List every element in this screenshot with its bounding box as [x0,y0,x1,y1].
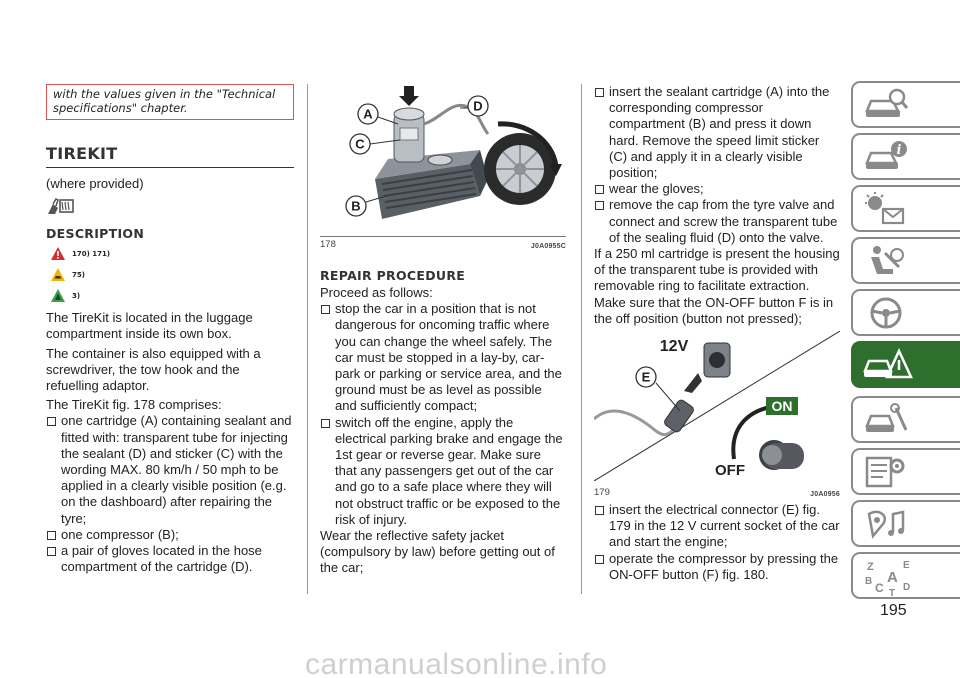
seat-airbag-icon [863,243,909,279]
svg-text:D: D [903,582,911,593]
list-item: wear the gloves; [594,181,840,197]
bullet-box-icon [321,305,330,314]
column-2 [320,84,566,577]
bullet-box-icon [595,555,604,564]
warning-triangle-red-icon [50,246,66,261]
bullet-box-icon [595,185,604,194]
maintenance-tab[interactable] [851,396,960,443]
figure-code: J0A0955C [530,243,566,250]
warning-lights-tab[interactable] [851,185,960,232]
intro-text: Proceed as follows: [320,285,433,300]
steering-wheel-icon [863,295,909,331]
emergency-tab[interactable] [851,341,960,388]
car-info-icon [863,139,909,175]
svg-text:E: E [903,560,910,571]
label-e: E [641,369,651,385]
paragraph: If a 250 ml cartridge is present the housing of the transparent tube is provided with removable ring to facilitate extraction. Make sure that the ON-OFF button F is in the off position (button not pressed); [594,246,840,326]
column-3 [594,84,840,583]
list-item: insert the electrical connector (E) fig. 179 in the 12 V current socket of the car and start the engine; [594,502,840,551]
instruments-tab[interactable] [851,133,960,180]
caution-triangle-yellow-icon [50,267,66,282]
label-12v: 12V [659,338,689,356]
car-warning-icon [863,347,913,383]
svg-text:B: B [865,576,873,587]
bullet-box-icon [595,201,604,210]
column-divider [581,84,582,594]
knowing-your-car-tab[interactable] [851,81,960,128]
figure-179 [594,331,840,498]
paragraph: The TireKit is located in the luggage compartment inside its own box. [46,310,253,342]
label-c: C [355,136,365,152]
caution-row [50,264,294,285]
note-box [46,84,294,120]
warning-refs-text: 170) 171) [72,249,111,258]
svg-text:i: i [896,143,902,158]
list-item: one cartridge (A) containing sealant and fitted with: transparent tube for injecting the sealant (D) and sticker (C) with the wording MAX. 80 km/h / 50 mph to be applied in a clearly visible position (e.g. on the dashboard) after repairing the tyre; [46,413,294,526]
figure-number: 178 [320,239,336,250]
warning-refs [46,243,294,306]
bullet-box-icon [47,417,56,426]
repair-heading: REPAIR PROCEDURE [320,268,466,283]
list-item: stop the car in a position that is not dangerous for oncoming traffic where you can change the wheel safely. The car must be stopped in a lay-by, car-park or parking or service area, and the ground must be as level as possible and sufficiently compact; [320,301,566,414]
alphabet-index-icon [863,558,913,596]
multimedia-tab[interactable] [851,500,960,547]
figure-178 [320,84,566,250]
paragraph: The TireKit fig. 178 comprises: [46,397,222,413]
list-item: one compressor (B); [46,527,294,543]
bullet-box-icon [47,547,56,556]
caution-refs-text: 75) [72,270,85,279]
tirekit-illustration [320,84,566,232]
svg-text:C: C [875,581,884,595]
sealant-kit-icon [46,196,76,218]
list-item: remove the cap from the tyre valve and connect and screw the transparent tube of the sealing fluid (D) onto the valve. [594,197,840,246]
column-1 [46,84,294,575]
tirekit-symbol [46,196,294,218]
car-wrench-icon [863,402,909,438]
section-title: TIREKIT [46,144,294,168]
car-magnifier-icon [863,87,909,123]
index-tab[interactable] [851,552,960,599]
list-item: operate the compressor by pressing the ON-OFF button (F) fig. 180. [594,551,840,583]
description-heading: DESCRIPTION [46,226,145,242]
environment-triangle-green-icon [50,288,66,303]
driving-tab[interactable] [851,289,960,336]
figure-code: J0A0956 [810,491,840,499]
data-gear-icon [863,454,909,490]
where-provided: (where provided) [46,176,144,191]
label-b: B [351,198,361,214]
safety-tab[interactable] [851,237,960,284]
lights-message-icon [863,191,909,227]
column-divider [307,84,308,594]
figure-number: 179 [594,487,610,499]
connector-illustration [594,331,840,481]
list-item: switch off the engine, apply the electrical parking brake and engage the 1st gear or reverse gear. Make sure that any passengers get out of the car and go to a safe place where they will not obstruct traffic or be exposed to the risk of injury. [320,415,566,528]
multimedia-note-icon [863,506,909,542]
list-item: insert the sealant cartridge (A) into the corresponding compressor compartment (B) and press it down hard. Remove the speed limit sticker (C) and apply it in a clearly visible position; [594,84,840,181]
watermark: carmanualsonline.info [305,648,608,678]
warning-row [50,243,294,264]
label-off: OFF [715,462,745,480]
bullet-box-icon [595,88,604,97]
svg-text:T: T [889,588,896,596]
environment-row [50,285,294,306]
figure-caption [594,485,840,498]
label-a: A [363,106,373,122]
paragraph: The container is also equipped with a screwdriver, the tow hook and the refuelling adaptor. [46,345,261,394]
figure-caption [320,237,566,250]
environment-refs-text: 3) [72,291,81,300]
bullet-box-icon [595,506,604,515]
paragraph: Wear the reflective safety jacket (compulsory by law) before getting out of the car; [320,528,555,576]
svg-text:Z: Z [867,561,874,573]
page-number: 195 [880,602,907,619]
bullet-box-icon [321,419,330,428]
label-d: D [473,98,483,114]
label-on: ON [771,398,793,415]
note-text: with the values given in the "Technical specifications" chapter. [53,87,276,115]
svg-text:A: A [887,569,898,586]
list-item: a pair of gloves located in the hose compartment of the cartridge (D). [46,543,294,575]
technical-data-tab[interactable] [851,448,960,495]
bullet-box-icon [47,531,56,540]
